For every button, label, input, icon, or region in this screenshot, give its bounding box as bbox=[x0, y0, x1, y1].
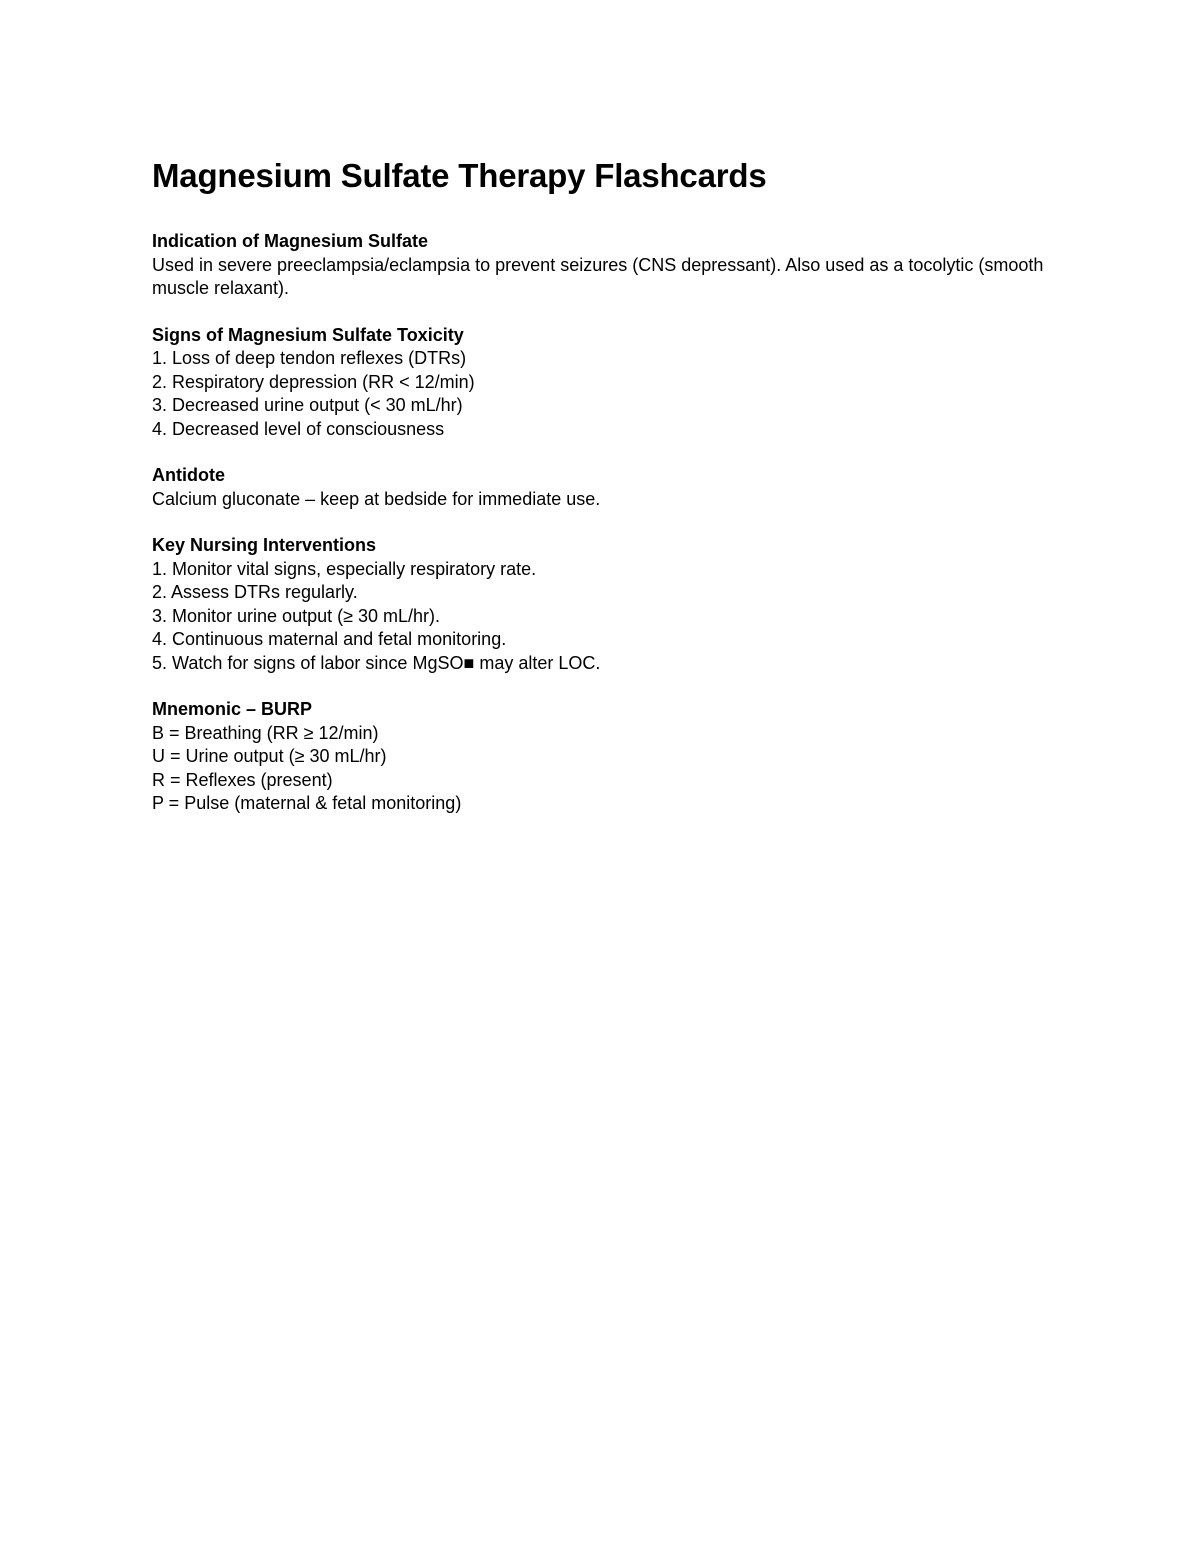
list-item: 2. Respiratory depression (RR < 12/min) bbox=[152, 371, 475, 392]
list-item: 1. Loss of deep tendon reflexes (DTRs) bbox=[152, 348, 467, 368]
section-mnemonic bbox=[152, 698, 1072, 816]
section-text: Used in severe preeclampsia/eclampsia to prevent seizures (CNS depressant). Also used as a tocolytic (smooth muscle relaxant). bbox=[152, 254, 1044, 298]
list-item: 3. Decreased urine output (< 30 mL/hr) bbox=[152, 395, 463, 415]
list-item: 5. Watch for signs of labor since MgSO■ may alter LOC. bbox=[152, 652, 601, 673]
page-title: Magnesium Sulfate Therapy Flashcards bbox=[152, 157, 767, 194]
section-heading: Key Nursing Interventions bbox=[152, 535, 377, 555]
document-page bbox=[152, 156, 1072, 839]
list-item: 3. Monitor urine output (≥ 30 mL/hr). bbox=[152, 605, 441, 626]
list-item: 4. Continuous maternal and fetal monitoring. bbox=[152, 629, 507, 649]
section-nursing-interventions bbox=[152, 534, 1072, 675]
list-item: B = Breathing (RR ≥ 12/min) bbox=[152, 722, 379, 743]
section-heading: Mnemonic – BURP bbox=[152, 699, 313, 719]
section-heading: Antidote bbox=[152, 465, 225, 485]
section-toxicity-signs bbox=[152, 324, 1072, 442]
section-text: Calcium gluconate – keep at bedside for immediate use. bbox=[152, 488, 601, 509]
section-antidote bbox=[152, 464, 1072, 511]
list-item: R = Reflexes (present) bbox=[152, 769, 333, 790]
section-heading: Signs of Magnesium Sulfate Toxicity bbox=[152, 324, 464, 345]
list-item: U = Urine output (≥ 30 mL/hr) bbox=[152, 746, 387, 766]
section-heading: Indication of Magnesium Sulfate bbox=[152, 231, 429, 251]
list-item: 1. Monitor vital signs, especially respiratory rate. bbox=[152, 558, 537, 579]
list-item: 4. Decreased level of consciousness bbox=[152, 418, 445, 439]
list-item: 2. Assess DTRs regularly. bbox=[152, 582, 358, 602]
section-indication bbox=[152, 230, 1072, 301]
list-item: P = Pulse (maternal & fetal monitoring) bbox=[152, 793, 462, 813]
